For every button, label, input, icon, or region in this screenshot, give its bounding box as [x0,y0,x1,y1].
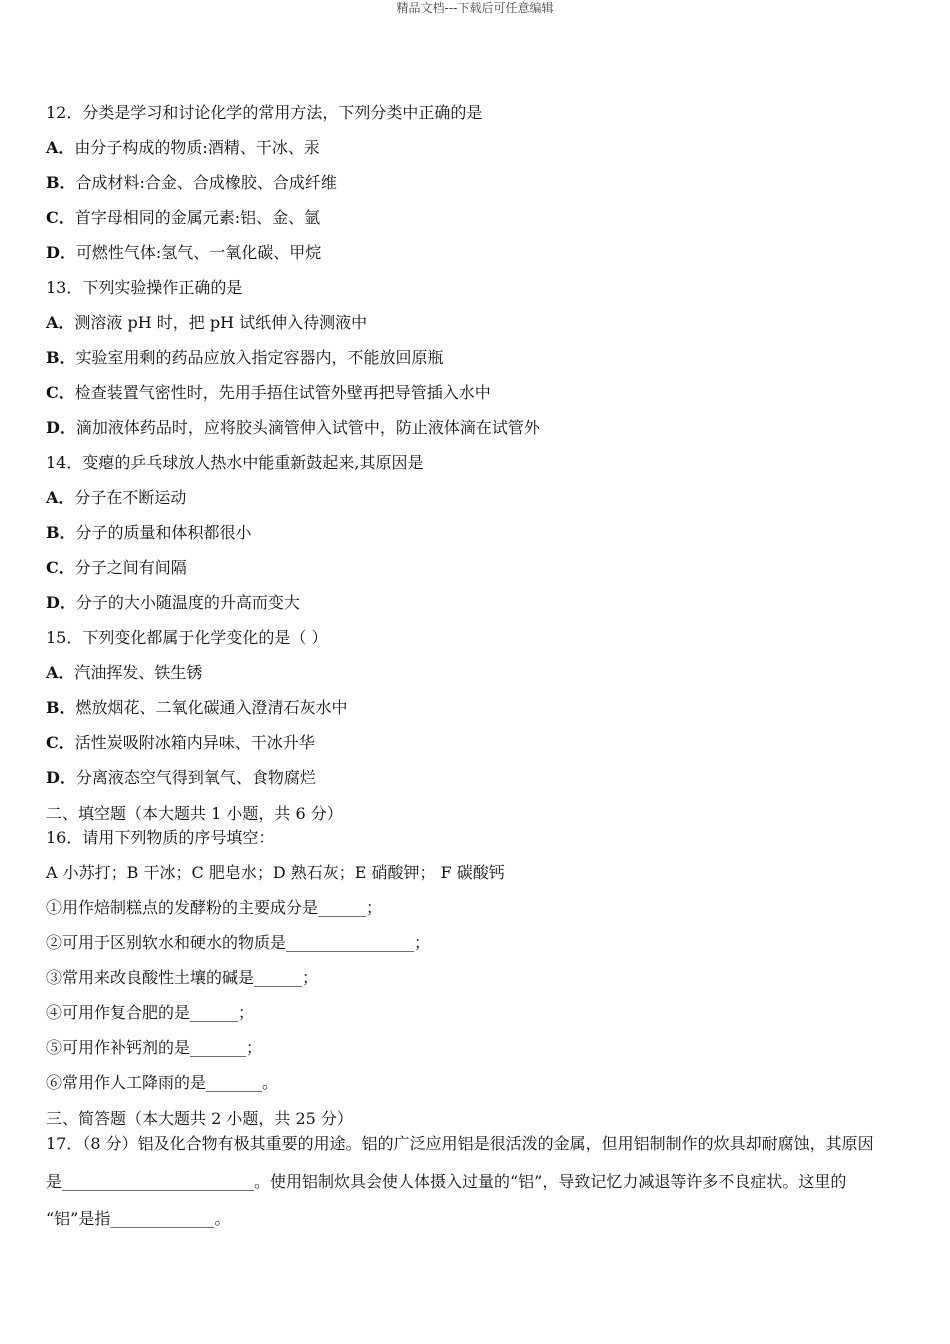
option-letter: D． [46,593,76,612]
q16-item-2: ②可用于区别软水和硬水的物质是________________； [46,933,431,952]
q13-option-a [46,313,367,333]
q12-option-c [46,208,320,228]
section-heading-fill-in: 二、填空题（本大题共 1 小题，共 6 分） [46,804,343,823]
q14-option-a [46,488,186,508]
option-letter: B． [46,173,76,192]
option-text: 活性炭吸附冰箱内异味、干冰升华 [74,733,315,752]
q16-item-3: ③常用来改良酸性土壤的碱是______； [46,968,319,987]
option-text: 分离液态空气得到氧气、食物腐烂 [75,768,316,787]
option-letter: C． [46,208,75,227]
option-text: 实验室用剩的药品应放入指定容器内，不能放回原瓶 [75,348,444,367]
q14-option-d [46,593,300,613]
option-text: 可燃性气体:氢气、一氧化碳、甲烷 [75,243,322,262]
q12-option-a [46,138,320,158]
option-letter: A． [46,313,75,332]
q15-option-b [46,698,348,718]
option-text: 燃放烟花、二氧化碳通入澄清石灰水中 [75,698,348,717]
q16-item-4: ④可用作复合肥的是______； [46,1003,255,1022]
q17-line-3: “铝”是指_____________。 [46,1209,231,1228]
q16-materials: A 小苏打；B 干冰；C 肥皂水；D 熟石灰；E 硝酸钾； F 碳酸钙 [46,863,505,882]
q14-option-c [46,558,187,578]
page-header: 精品文档---下载后可任意编辑 [396,1,554,15]
option-text: 检查装置气密性时，先用手捂住试管外壁再把导管插入水中 [74,383,491,402]
option-letter: D． [46,768,76,787]
option-letter: A． [46,663,75,682]
q12-option-d [46,243,321,263]
q16-stem: 16．请用下列物质的序号填空： [46,828,275,847]
option-text: 首字母相同的金属元素:铝、金、氩 [74,208,321,227]
option-text: 合成材料:合金、合成橡胶、合成纤维 [75,173,337,192]
option-letter: D． [46,418,76,437]
option-letter: A． [46,138,75,157]
q15-option-c [46,733,315,753]
option-letter: A． [46,488,75,507]
section-heading-short-answer: 三、简答题（本大题共 2 小题，共 25 分） [46,1109,353,1128]
q12-option-b [46,173,337,193]
option-letter: C． [46,733,75,752]
option-text: 汽油挥发、铁生锈 [74,663,203,682]
q14-stem: 14．变瘪的乒乓球放人热水中能重新鼓起来,其原因是 [46,453,424,472]
q13-stem: 13．下列实验操作正确的是 [46,278,243,297]
q13-option-c [46,383,491,403]
option-letter: C． [46,558,75,577]
option-text: 分子之间有间隔 [74,558,187,577]
q12-stem: 12．分类是学习和讨论化学的常用方法，下列分类中正确的是 [46,103,483,122]
q16-item-6: ⑥常用作人工降雨的是_______。 [46,1073,279,1092]
option-letter: B． [46,698,76,717]
option-letter: D． [46,243,76,262]
option-text: 测溶液 pH 时，把 pH 试纸伸入待测液中 [74,313,368,332]
option-letter: B． [46,348,76,367]
q16-item-1: ①用作焙制糕点的发酵粉的主要成分是______； [46,898,383,917]
option-text: 分子的大小随温度的升高而变大 [75,593,300,612]
q13-option-b [46,348,444,368]
q15-option-d [46,768,316,788]
q15-stem: 15．下列变化都属于化学变化的是（ ） [46,628,328,647]
q17-line-2: 是________________________。使用铝制炊具会使人体摄入过量的“铝”，导致记忆力减退等许多不良症状。这里的 [46,1172,847,1191]
q15-option-a [46,663,202,683]
option-letter: C． [46,383,75,402]
option-text: 分子的质量和体积都很小 [75,523,252,542]
q13-option-d [46,418,540,438]
option-text: 滴加液体药品时，应将胶头滴管伸入试管中，防止液体滴在试管外 [75,418,540,437]
q17-line-1: 17．（8 分）铝及化合物有极其重要的用途。铝的广泛应用铝是很活泼的金属，但用铝制制作的炊具却耐腐蚀，其原因 [46,1134,874,1153]
option-text: 由分子构成的物质:酒精、干冰、汞 [74,138,320,157]
option-letter: B． [46,523,76,542]
option-text: 分子在不断运动 [74,488,187,507]
q14-option-b [46,523,252,543]
q16-item-5: ⑤可用作补钙剂的是_______； [46,1038,263,1057]
